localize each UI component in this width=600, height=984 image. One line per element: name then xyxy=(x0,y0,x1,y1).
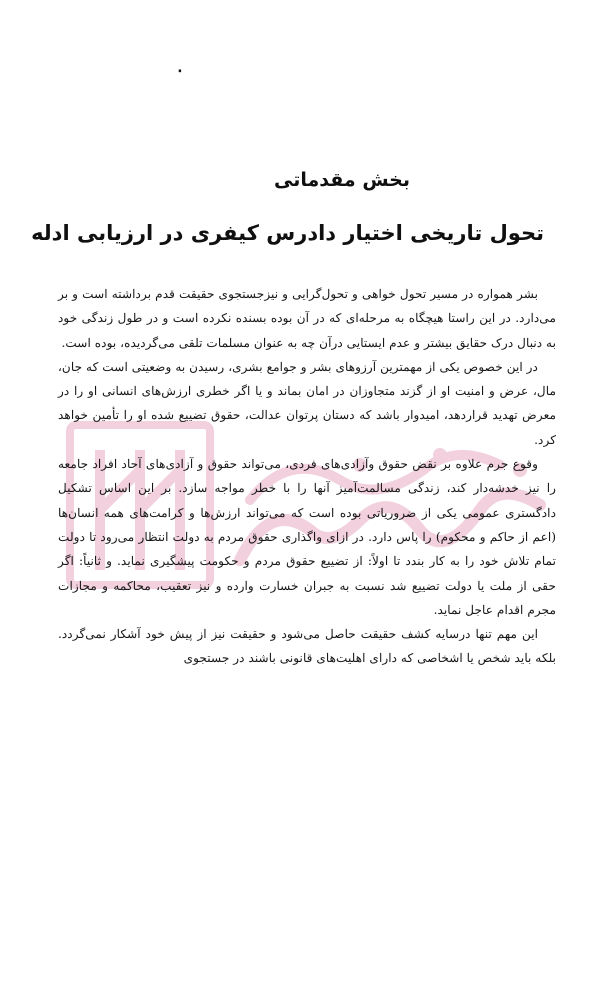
paragraph: وقوع جرم علاوه بر نقض حقوق وآزادی‌های فردی، می‌تواند حقوق و آزادی‌های آحاد افراد جامعه را نیز خدشه‌دار کند، زندگی مسالمت‌آمیز آنها را با خطر مواجه سازد. بر این اساس تشکیل دادگستری عمومی یکی از ضروریاتی بوده است که می‌تواند ارزش‌ها و کرامت‌های همه انسان‌ها (اعم از حاکم و محکوم) را پاس دارد. در ازای واگذاری حقوق مردم به دولت انتظار می‌رود تا دولت تمام تلاش خود را به کار بندد تا اولاً: از تضییع حقوق مردم و حکومت پیشگیری نماید. و ثانیاً: اگر حقی از ملت یا دولت تضییع شد نسبت به جبران خسارت وارده و نیز تعقیب، محاکمه و مجازات مجرم اقدام عاجل نماید. xyxy=(58,457,556,617)
chapter-title: تحول تاریخی اختیار دادرس کیفری در ارزیابی ادله xyxy=(31,221,544,245)
page-marker: ۰ xyxy=(174,58,186,83)
paragraph: این مهم تنها درسایه کشف حقیقت حاصل می‌شود و حقیقت نیز از پیش خود آشکار نمی‌گردد. بلکه باید شخص یا اشخاصی که دارای اهلیت‌های قانونی باشند در جستجوی xyxy=(58,627,556,666)
section-title: بخش مقدماتی xyxy=(274,169,410,191)
paragraph: در این خصوص یکی از مهمترین آرزوهای بشر و جوامع بشری، رسیدن به وضعیتی است که جان، مال، عرض و امنیت او از گزند متجاوزان در امان بماند و یا اگر خطری ارزش‌های انسانی او را در معرض تهدید قراردهد، امیدوار باشد که دستان پرتوان عدالت، حقوق تضییع شده او را تأمین خواهد کرد. xyxy=(58,359,556,447)
body-text xyxy=(58,282,556,671)
paragraph: بشر همواره در مسیر تحول خواهی و تحول‌گرایی و نیزجستجوی حقیقت قدم برداشته است و بر می‌دارد. در این راستا هیچگاه به مرحله‌ای که در آن بوده بسنده نکرده است و در طول زندگی خود به دنبال درک حقایق بیشتر و عدم ایستایی درآن چه به عنوان مسلمات تلقی می‌گردیده، بوده است. xyxy=(58,287,556,350)
